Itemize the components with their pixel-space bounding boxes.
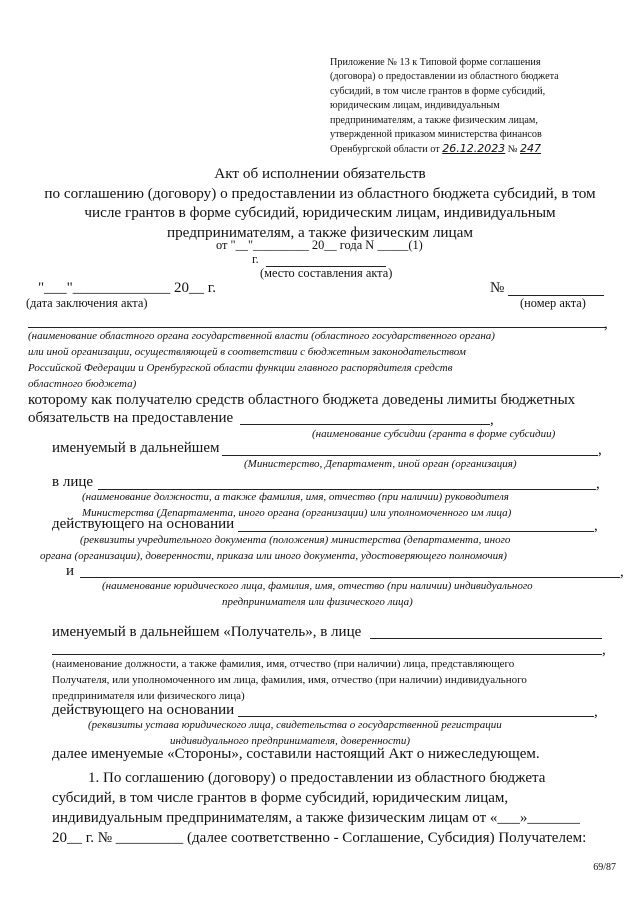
limits-line: которому как получателю средств областного бюджета доведены лимиты бюджетных xyxy=(28,392,576,408)
place-prefix: г. xyxy=(252,252,259,266)
paragraph-1-line: 20__ г. № _________ (далее соответственно - Соглашение, Субсидия) Получателем: xyxy=(52,830,587,846)
ministry-caption: (Министерство, Департамент, иной орган (организация) xyxy=(244,458,517,470)
paragraph-1-line: 1. По соглашению (договору) о предоставлении из областного бюджета xyxy=(88,770,546,786)
appendix-line: субсидий, в том числе грантов в форме субсидий, xyxy=(330,85,546,97)
recipient-person-field[interactable] xyxy=(370,638,602,639)
act-date-line: от "__"_________ 20__ года N _____(1) xyxy=(216,238,423,252)
title-line: по соглашению (договору) о предоставлении из областного бюджета субсидий, в том xyxy=(44,184,596,202)
handwritten-date: 26.12.2023 xyxy=(442,142,506,156)
acting-label: действующего на основании xyxy=(52,516,235,532)
handwritten-number: 247 xyxy=(520,142,542,156)
document-title xyxy=(20,164,620,242)
page-number: 69/87 xyxy=(593,862,616,873)
acting-caption: (реквизиты учредительного документа (положения) министерства (департамента, иного органа (организации), доверенности, приказа или иного документа, удостоверяющего полномочия) xyxy=(40,534,511,562)
person-caption: (наименование должности, а также фамилия, имя, отчество (при наличии) руководителя Министерства (Департамента, иного органа (организации) или уполномоченного им лица) xyxy=(82,491,512,519)
document-page: Приложение № 13 к Типовой форме соглашения (договора) о предоставлении из областного бюджета субсидий, в том числе грантов в форме субсидий, юридическим лицам, индивидуальным предпринимателям, а также физическим лицам, утвержденной приказом министерства финансов Оренбургской области от 26.12.2023 № 247 Акт об исполнении обязательств по соглашению (договору) о предоставлении из областного бюджета субсидий, в том числе грантов в форме субсидий, юридическим лицам, индивидуальным предпринимателям, а также физическим лицам от "__"_________ 20__ года N _____(1) г. (место составления акта) "___"_____________ 20__ г. (дата заключения акта) № (номер акта) , (наименование областного органа государственной власти (областного государственного органа) или иной организации, осуществляющей в соответствии с бюджетным законодательством Российской Федерации и Оренбургской области функции главного распорядителя средств областного бюджета) которому как получателю средств областного бюджета доведены лимиты бюджетных обязательств на предоставление , (наименование субсидии (гранта в форме субсидии) именуемый в дальнейшем , (Министерство, Департамент, иной орган (организация) в лице , (наименование должности, а также фамилия, имя, отчество (при наличии) руководителя Министерства (Департамента, иного органа (организации) или уполномоченного им лица) действующего на основании , (реквизиты учредительного документа (положения) министерства (департамента, иного органа (организации), доверенности, приказа или иного документа, удостоверяющего полномочия) и , (наименование юридического лица, фамилия, имя, отчество (при наличии) индивидуального предпринимателя или физического лица) именуемый в дальнейшем «Получатель», в лице , (наименование должности, а также фамилия, имя, отчество (при наличии) лица, представляющего Получателя, или уполномоченного им лица, фамилия, имя, отчество (при наличии) индивидуального предпринимателя или физического лица) действующего на основании , (реквизиты устава юридического лица, свидетельства о государственной регистрации индивидуального предпринимателя, доверенности) далее именуемые «Стороны», составили настоящий Акт о нижеследующем. 1. По соглашению (договору) о предоставлении из областного бюджета субсидий, в том числе грантов в форме субсидий, юридическим лицам, индивидуальным предпринимателям, а также физическим лицам от «___»_______ 20__ г. № _________ (далее соответственно - Соглашение, Субсидия) Получателем: 69/87 xyxy=(0,0,640,905)
subsidy-caption: (наименование субсидии (гранта в форме субсидии) xyxy=(312,428,556,440)
appendix-line: предпринимателям, а также физическим лицам, xyxy=(330,114,538,126)
place-caption: (место составления акта) xyxy=(260,266,393,280)
appendix-last-line xyxy=(330,142,620,157)
acting2-caption: (реквизиты устава юридического лица, свидетельства о государственной регистрации индивидуального предпринимателя, доверенности) xyxy=(88,719,502,747)
appendix-line: (договора) о предоставлении из областного бюджета xyxy=(330,71,559,83)
appendix-line: утвержденной приказом министерства финансов xyxy=(330,129,542,141)
appendix-line: юридическим лицам, индивидуальным xyxy=(330,100,500,112)
paragraph-1-line: субсидий, в том числе грантов в форме субсидий, юридическим лицам, xyxy=(52,790,509,806)
title-line: Акт об исполнении обязательств xyxy=(214,165,426,182)
act-number-sign: № xyxy=(490,280,505,296)
recipient-person-field-2[interactable] xyxy=(52,654,602,655)
appendix-last-prefix: Оренбургской области от xyxy=(330,144,440,156)
paragraph-1-line: индивидуальным предпринимателям, а также физическим лицам от «___»_______ xyxy=(52,810,580,826)
title-line: числе грантов в форме субсидий, юридическим лицам, индивидуальным xyxy=(84,204,556,221)
organ-caption: (наименование областного органа государственной власти (областного государственного органа) или иной организации, осуществляющей в соответствии с бюджетным законодательством Российской Федерации и Оренбургской области функции главного распорядителя средств областного бюджета) xyxy=(28,330,495,390)
contract-date-caption: (дата заключения акта) xyxy=(26,296,148,310)
recipient-label: именуемый в дальнейшем «Получатель», в лице xyxy=(52,624,362,640)
parties-line: далее именуемые «Стороны», составили настоящий Акт о нижеследующем. xyxy=(52,746,540,762)
subsidy-field[interactable] xyxy=(240,424,490,425)
person-label: в лице xyxy=(52,474,94,490)
appendix-number-prefix: № xyxy=(507,144,518,156)
and-label: и xyxy=(66,563,75,579)
act-number-caption: (номер акта) xyxy=(520,296,586,310)
recipient-caption: (наименование должности, а также фамилия, имя, отчество (при наличии) лица, представляющего Получателя, или уполномоченного им лица, фамилия, имя, отчество (при наличии) индивидуального предпринимателя или физического лица) xyxy=(52,658,527,702)
contract-date: "___"_____________ 20__ г. xyxy=(38,280,216,296)
title-line: предпринимателям, а также физическим лицам xyxy=(166,223,474,241)
appendix-note xyxy=(330,56,620,158)
legal-entity-caption: (наименование юридического лица, фамилия, имя, отчество (при наличии) индивидуального предпринимателя или физического лица) xyxy=(102,580,533,608)
limits-line: обязательств на предоставление xyxy=(28,410,234,426)
appendix-line: Приложение № 13 к Типовой форме соглашения xyxy=(330,57,541,68)
named-label: именуемый в дальнейшем xyxy=(52,440,220,456)
acting2-label: действующего на основании xyxy=(52,702,235,718)
